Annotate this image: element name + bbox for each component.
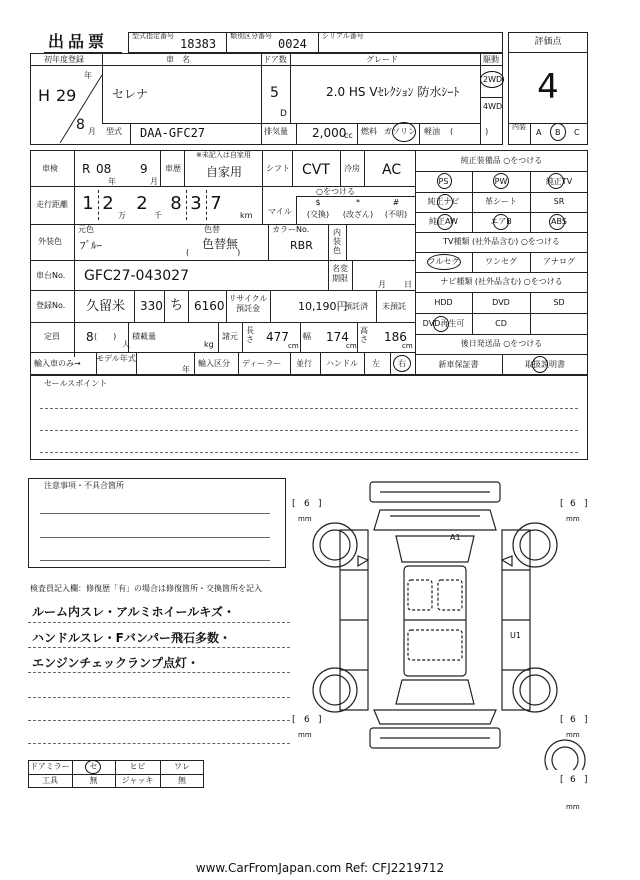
interior-label: 内装 (512, 123, 526, 131)
oem-ps-circle (437, 173, 452, 189)
rear-window (396, 680, 474, 704)
oem-item-airbag: エアB (490, 217, 512, 226)
color-no: RBR (290, 239, 313, 252)
name-change-label: 名変期限 (332, 264, 348, 283)
form-title: 出品票 (48, 32, 109, 51)
model-label: 型式 (106, 127, 122, 136)
inspector-note-1: ルーム内スレ・アルミホイールキズ・ (32, 605, 236, 619)
length-value: 477 (266, 330, 289, 344)
navi-dvd: DVD (492, 298, 510, 307)
recycle-label: リサイクル預託金 (228, 294, 268, 313)
later-manual-circle (532, 356, 548, 373)
tire-rr-value: 6 (570, 715, 576, 725)
tire-rr-unit: mm (566, 731, 580, 739)
length-unit: cm (288, 342, 299, 350)
reg-area: 久留米 (86, 299, 126, 314)
height-label: 高さ (360, 326, 368, 344)
sales-point-box (30, 375, 588, 460)
mileage-digit-1: 1 (82, 193, 94, 214)
chassis-value: GFC27-043027 (84, 268, 189, 284)
tire-fr-close: ] (584, 499, 588, 509)
capacity-value: 8 (86, 330, 94, 344)
serial-label: シリアル番号 (322, 32, 364, 40)
door-mirror-value: セ (89, 762, 98, 771)
interior-b: B (555, 128, 561, 137)
sales-point-label: セールスポイント (44, 379, 108, 388)
mile-label: マイル (268, 207, 292, 216)
capacity-label: 定員 (44, 332, 60, 341)
oem-item-leather: 革シート (485, 197, 517, 206)
meter-exchange: (交換) (306, 210, 330, 219)
crack-label: ヒビ (129, 762, 146, 771)
category-value: 0024 (278, 37, 307, 51)
doors-label: ドア数 (263, 55, 287, 64)
shift-label: シフト (266, 164, 290, 173)
color-original-label: 元色 (78, 225, 94, 234)
model-year-unit: 年 (182, 365, 190, 374)
navi-title: ナビ種類 (社外品含む) ○をつける (440, 277, 563, 286)
interior-a: A (536, 128, 542, 137)
color-no-label: カラーNo. (272, 225, 310, 234)
meter-unknown-symbol: # (392, 198, 400, 207)
navi-cd: CD (495, 319, 507, 328)
fuel-gasoline: ガソリン (384, 127, 416, 136)
meter-exchange-symbol: $ (315, 198, 321, 207)
drive-label: 駆動 (483, 55, 499, 64)
chassis-label: 車台No. (36, 271, 66, 280)
tools-value: 無 (89, 776, 98, 785)
meter-tamper: (改ざん) (342, 210, 374, 219)
jack-value: 無 (178, 776, 186, 785)
month-unit: 月 (88, 127, 96, 136)
shift-value: CVT (302, 162, 330, 178)
fuel-other: ( ) (450, 127, 489, 136)
first-reg-label: 初年度登録 (44, 55, 84, 64)
capacity-paren: ( ) (94, 332, 117, 341)
navi-dvd-playback-circle (433, 316, 449, 332)
tire-rl-close: ] (318, 715, 322, 725)
mileage-label: 走行距離 (36, 200, 68, 209)
color-paren: ( ) (186, 248, 241, 257)
history-value: 自家用 (206, 165, 243, 179)
inspection-month: 9 (140, 162, 148, 176)
year-unit: 年 (84, 71, 92, 80)
tire-fl-value: 6 (304, 499, 310, 509)
reg-label: 登録No. (36, 301, 66, 310)
drive-4wd: 4WD (483, 102, 503, 111)
tv-oneseg: ワンセグ (485, 257, 517, 266)
mileage-sen: 千 (154, 211, 162, 220)
displacement-unit: cc (344, 131, 353, 140)
model-year-label: モデル年式 (96, 354, 136, 363)
car-name-label: 車 名 (166, 55, 190, 64)
tailgate (374, 710, 496, 724)
displacement-label: 排気量 (264, 127, 288, 136)
windshield (396, 533, 474, 562)
ac-label: 冷房 (344, 164, 360, 173)
recycle-paid: 預託済 (344, 302, 368, 311)
width-label: 幅 (303, 332, 311, 341)
inspection-year: 08 (96, 162, 112, 176)
height-value: 186 (384, 330, 407, 344)
inspector-note-3: エンジンチェックランプ点灯・ (32, 656, 200, 670)
later-title: 後日発送品 ○をつける (460, 339, 543, 348)
inspector-note-2: ハンドルスレ・Fバンパー飛石多数・ (32, 631, 231, 645)
tire-rl-unit: mm (298, 731, 312, 739)
tire-fl-close: ] (318, 499, 322, 509)
tire-spare-close: ] (584, 775, 588, 785)
later-manual: 取扱説明書 (525, 360, 565, 369)
length-label: 長さ (246, 326, 254, 344)
reg-class: 330 (140, 299, 163, 313)
category-label: 類別区分番号 (230, 32, 272, 40)
oem-item-sr: SR (553, 197, 565, 206)
tire-fl-unit: mm (298, 515, 312, 523)
oem-navi-circle (437, 194, 453, 210)
navi-dvd-playback: DVD再生可 (422, 319, 465, 328)
width-value: 174 (326, 330, 349, 344)
name-change-day: 日 (404, 280, 412, 289)
ac-value: AC (382, 162, 402, 178)
tire-rl-value: 6 (304, 715, 310, 725)
wheel-spare (545, 740, 585, 770)
oem-abs-circle (549, 214, 565, 230)
door-suffix: D (280, 109, 287, 119)
interior-b-circle (550, 123, 566, 141)
car-name: セレナ (112, 87, 149, 101)
navi-sd: SD (553, 298, 565, 307)
tire-rl-open: [ (292, 715, 296, 725)
reg-kana: ち (170, 298, 184, 313)
oem-item-navi: 純正ナビ (427, 197, 460, 206)
interior-c: C (574, 128, 580, 137)
later-warranty: 新車保証書 (438, 360, 479, 369)
fuel-label: 燃料 (361, 127, 377, 136)
tv-fullseg-circle (427, 254, 461, 270)
mark-a1: A1 (450, 533, 461, 542)
mileage-man: 万 (118, 211, 126, 220)
import-dealer: ディーラー (242, 359, 282, 368)
model-value: DAA-GFC27 (140, 126, 206, 140)
dims-label: 諸元 (222, 332, 238, 341)
score-value: 4 (537, 67, 559, 107)
load-unit: kg (204, 340, 214, 349)
oem-item-abs: ABS (551, 217, 567, 226)
history-note: ※未記入は自家用 (196, 151, 251, 159)
fuel-gasoline-circle (392, 122, 416, 142)
door-mirror-label: ドアミラー (30, 762, 70, 771)
drive-2wd-circle (480, 71, 504, 88)
import-type-label: 輸入区分 (198, 359, 230, 368)
import-parallel: 並行 (296, 359, 312, 368)
import-label: 輸入車のみ→ (34, 359, 81, 368)
hood (374, 510, 496, 530)
tv-analog: アナログ (543, 257, 575, 266)
grade-value: 2.0 HS Vｾﾚｸｼｮﾝ 防水ｼｰﾄ (326, 85, 460, 99)
tv-title: TV種類 (社外品含む) ○をつける (443, 237, 560, 246)
recycle-unpaid: 未預託 (382, 302, 406, 311)
recycle-value: 10,190円 (298, 300, 348, 313)
interior-color-label: 内装色 (333, 228, 341, 255)
oem-aw-circle (437, 214, 453, 230)
tire-fl-open: [ (292, 499, 296, 509)
tools-label: 工具 (42, 776, 58, 785)
handle-right: 右 (398, 359, 406, 368)
meter-tamper-symbol: * (356, 198, 360, 207)
first-reg-year: 29 (56, 86, 77, 105)
first-reg-month: 8 (76, 117, 85, 133)
mileage-digit-5: 3 (190, 193, 202, 214)
inspector-label: 検査員記入欄：修復歴「有」の場合は修復箇所・交換箇所を記入 (30, 584, 262, 593)
oem-item-tv: 純正TV (545, 177, 573, 186)
first-reg-era: H (38, 86, 51, 105)
model-cert-label: 型式指定番号 (132, 32, 174, 40)
grade-label: グレード (366, 55, 398, 64)
tire-rr-open: [ (560, 715, 564, 725)
navi-hdd: HDD (434, 298, 453, 307)
tire-fr-unit: mm (566, 515, 580, 523)
notes-label: 注意事項・不具合箇所 (44, 481, 124, 490)
tire-spare-value: 6 (570, 775, 576, 785)
oem-item-ps: PS (438, 177, 449, 186)
mileage-digit-4: 8 (170, 193, 182, 214)
color-label: 外装色 (38, 237, 62, 246)
tire-spare-open: [ (560, 775, 564, 785)
color-original: ﾌﾞﾙｰ (80, 239, 102, 252)
displacement-value: 2,000 (312, 126, 347, 140)
meter-circle-note: ○をつける (316, 187, 355, 196)
oem-item-pw: PW (494, 177, 508, 186)
load-label: 積載量 (132, 332, 156, 341)
oem-pw-circle (493, 173, 509, 189)
notes-box (28, 478, 286, 568)
reg-number: 6160 (194, 299, 225, 313)
jack-label: ジャッキ (121, 776, 154, 785)
width-unit: cm (346, 342, 357, 350)
inspection-year-unit: 年 (108, 177, 116, 186)
tire-fr-open: [ (560, 499, 564, 509)
tire-spare-unit: mm (566, 803, 580, 811)
car-damage-diagram (300, 470, 590, 770)
meter-unknown: (不明) (384, 210, 408, 219)
inspection-era: R (82, 162, 91, 176)
mileage-digit-3: 2 (136, 193, 148, 214)
damage-label: ワレ (174, 762, 190, 771)
inspection-month-unit: 月 (150, 177, 158, 186)
model-cert-value: 18383 (180, 37, 217, 51)
tv-fullseg: フルセグ (427, 257, 460, 266)
mileage-unit: km (240, 211, 253, 220)
capacity-unit: 人 (122, 340, 130, 349)
handle-label: ハンドル (326, 359, 358, 368)
color-change: 色替無 (202, 237, 239, 251)
handle-left: 左 (372, 359, 380, 368)
history-label: 車歴 (165, 164, 181, 173)
fuel-diesel: 軽油 (424, 127, 440, 136)
score-label: 評価点 (534, 37, 562, 47)
door-mirror-circle (85, 760, 101, 774)
color-change-label: 色替 (204, 225, 220, 234)
drive-2wd: 2WD (483, 75, 503, 84)
oem-item-aw: 純正AW (429, 217, 458, 226)
mileage-digit-2: 2 (102, 193, 114, 214)
name-change-month: 月 (378, 280, 386, 289)
handle-right-circle (393, 355, 411, 372)
inspection-label: 車検 (42, 164, 58, 173)
mileage-digit-6: 7 (210, 193, 222, 214)
height-unit: cm (402, 342, 413, 350)
mark-u1: U1 (510, 631, 521, 640)
oem-tv-circle (548, 173, 564, 189)
footer-watermark: www.CarFromJapan.com Ref: CFJ2219712 (195, 861, 445, 875)
oem-title: 純正装備品 ○をつける (460, 156, 543, 165)
tire-fr-value: 6 (570, 499, 576, 509)
tire-rr-close: ] (584, 715, 588, 725)
door-count: 5 (270, 85, 279, 101)
oem-airbag-circle (493, 214, 509, 230)
